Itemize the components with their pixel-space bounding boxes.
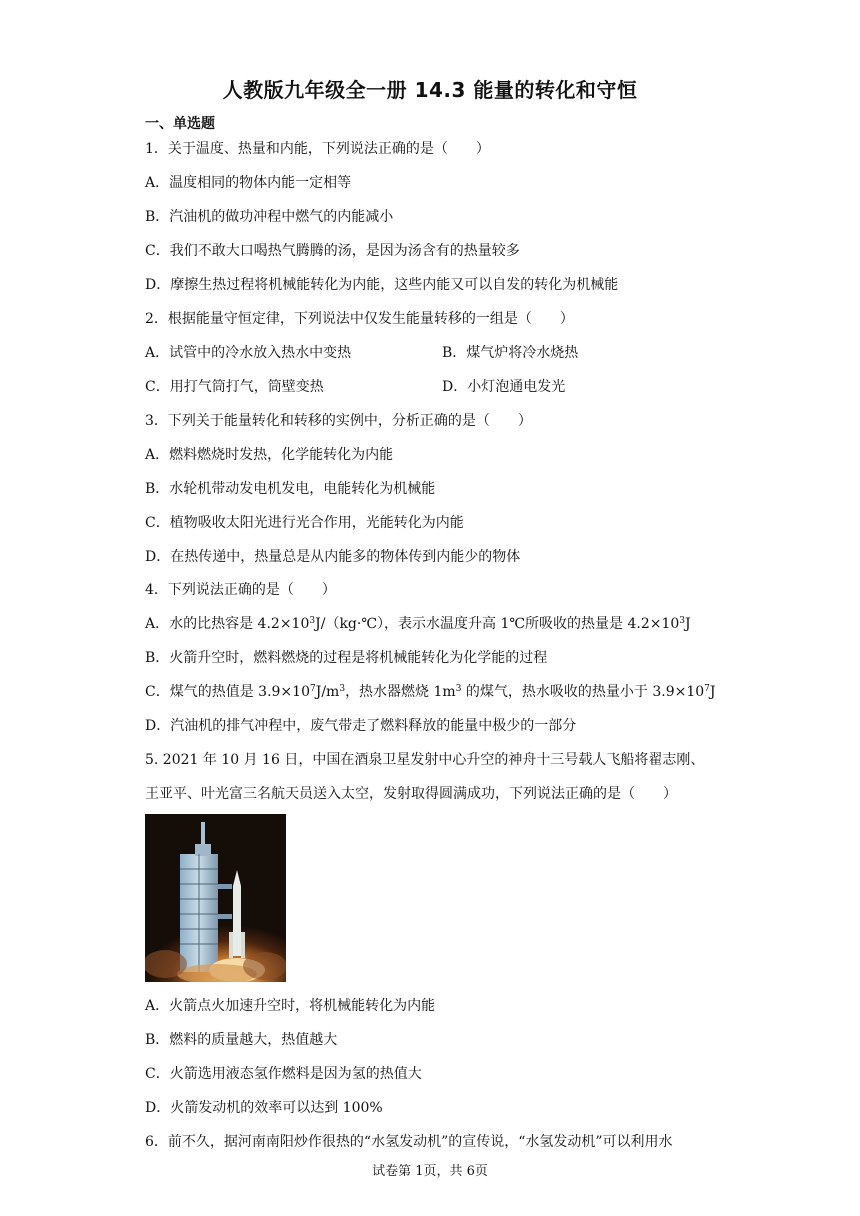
question-3-stem: 3．下列关于能量转化和转移的实例中，分析正确的是（ ） <box>145 413 532 429</box>
question-1-option-d: D．摩擦生热过程将机械能转化为内能，这些内能又可以自发的转化为机械能 <box>145 277 619 293</box>
question-5-stem-line-1: 5. 2021 年 10 月 16 日，中国在酒泉卫星发射中心升空的神舟十三号载人飞船将翟志刚、 <box>145 752 705 768</box>
question-5-stem-line-2: 王亚平、叶光富三名航天员送入太空，发射取得圆满成功，下列说法正确的是（ ） <box>145 786 677 802</box>
page-title: 人教版九年级全一册 14.3 能量的转化和守恒 <box>222 78 638 102</box>
question-2-option-c: C．用打气筒打气，筒壁变热 <box>145 379 324 395</box>
rocket-launch-photo <box>145 814 286 982</box>
question-4-option-d: D．汽油机的排气冲程中，废气带走了燃料释放的能量中极少的一部分 <box>145 718 577 734</box>
question-4-stem: 4．下列说法正确的是（ ） <box>145 582 336 598</box>
question-5-option-c: C．火箭选用液态氢作燃料是因为氢的热值大 <box>145 1066 422 1082</box>
question-1-option-b: B．汽油机的做功冲程中燃气的内能减小 <box>145 209 394 225</box>
question-3-option-b: B．水轮机带动发电机发电，电能转化为机械能 <box>145 481 436 497</box>
question-2-option-b: B．煤气炉将冷水烧热 <box>442 345 579 361</box>
question-2-option-d: D．小灯泡通电发光 <box>442 379 566 395</box>
question-5-option-d: D．火箭发动机的效率可以达到 100% <box>145 1100 383 1116</box>
question-5-option-a: A．火箭点火加速升空时，将机械能转化为内能 <box>145 998 436 1014</box>
question-2-stem: 2．根据能量守恒定律，下列说法中仅发生能量转移的一组是（ ） <box>145 311 574 327</box>
question-4-option-c: C．煤气的热值是 $3.9\times 10^7J/m^3$，热水器燃烧 $1m^3$ 的煤气，热水吸收的热量小于 $3.9\times 10^7J$ <box>145 684 716 700</box>
question-3-option-a: A．燃料燃烧时发热，化学能转化为内能 <box>145 447 394 463</box>
question-3-option-d: D．在热传递中，热量总是从内能多的物体传到内能少的物体 <box>145 549 521 565</box>
question-4-option-a: A．水的比热容是 $4.2\times 10^3J/(kg\cdot℃)$，表示水温度升高 1℃所吸收的热量是 $4.2\times 10^3J$ <box>145 616 691 632</box>
question-3-option-c: C．植物吸收太阳光进行光合作用，光能转化为内能 <box>145 515 464 531</box>
question-2-option-a: A．试管中的冷水放入热水中变热 <box>145 345 352 361</box>
page-footer: 试卷第 1页，共 6页 <box>372 1164 488 1179</box>
question-1-stem: 1．关于温度、热量和内能，下列说法正确的是（ ） <box>145 141 490 157</box>
question-4-option-b: B．火箭升空时，燃料燃烧的过程是将机械能转化为化学能的过程 <box>145 650 548 666</box>
question-6-stem-line-1: 6．前不久，据河南南阳炒作很热的“水氢发动机”的宣传说，“水氢发动机”可以利用水 <box>145 1134 673 1150</box>
question-1-option-a: A．温度相同的物体内能一定相等 <box>145 175 352 191</box>
question-5-option-b: B．燃料的质量越大，热值越大 <box>145 1032 338 1048</box>
section-heading: 一、单选题 <box>145 116 215 132</box>
question-1-option-c: C．我们不敢大口喝热气腾腾的汤，是因为汤含有的热量较多 <box>145 243 520 259</box>
